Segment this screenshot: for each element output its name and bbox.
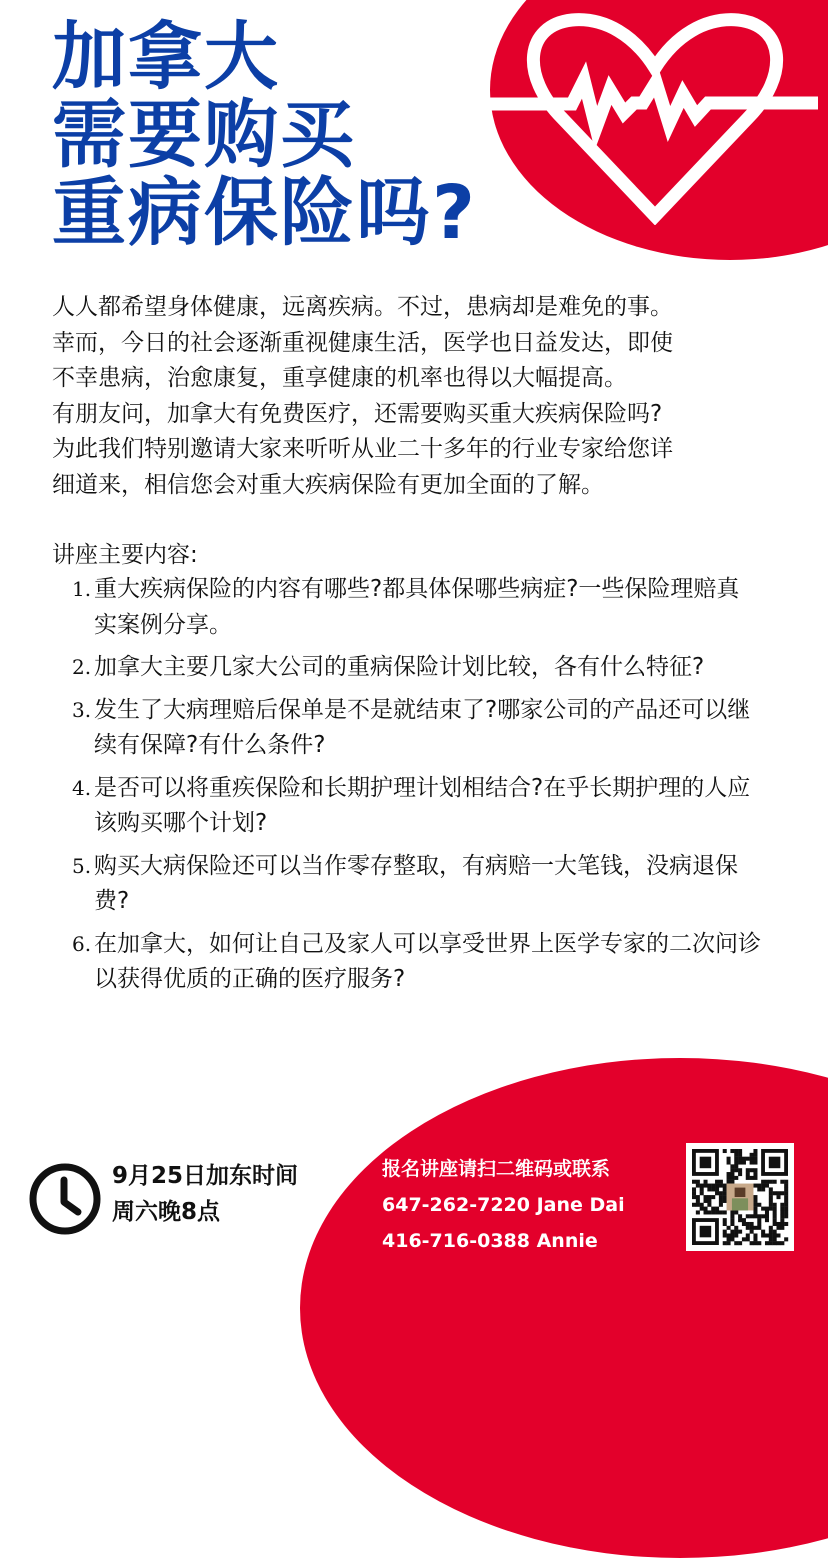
contact-phone-2[interactable]: 416-716-0388 Annie <box>382 1230 598 1252</box>
event-time <box>112 1158 298 1230</box>
item-number: 5. <box>72 853 92 878</box>
item-number: 4. <box>72 775 92 800</box>
list-item <box>72 572 762 643</box>
item-text: 是否可以将重疾保险和长期护理计划相结合?在乎长期护理的人应该购买哪个计划? <box>94 774 751 836</box>
event-hour: 周六晚8点 <box>112 1199 221 1225</box>
lecture-list <box>72 572 762 1005</box>
qr-code[interactable] <box>686 1143 794 1251</box>
list-item <box>72 927 762 998</box>
qr-code-image <box>686 1143 794 1251</box>
contact-phone-1[interactable]: 647-262-7220 Jane Dai <box>382 1194 625 1216</box>
intro-paragraph: 人人都希望身体健康，远离疾病。不过，患病却是难免的事。 幸而，今日的社会逐渐重视健康生活，医学也日益发达，即使 不幸患病，治愈康复，重享健康的机率也得以大幅提高。 有朋友问，加拿大有免费医疗，还需要购买重大疾病保险吗? 为此我们特别邀请大家来听听从业二十多年的行业专家给您详 细道来，相信您会对重大疾病保险有更加全面的了解。 <box>52 294 673 498</box>
item-number: 3. <box>72 697 92 722</box>
item-text: 发生了大病理赔后保单是不是就结束了?哪家公司的产品还可以继续有保障?有什么条件? <box>94 696 751 758</box>
list-item <box>72 650 762 686</box>
title-line-1: 加拿大 <box>52 14 280 100</box>
item-text: 在加拿大，如何让自己及家人可以享受世界上医学专家的二次问诊以获得优质的正确的医疗服务? <box>94 930 761 992</box>
item-text: 重大疾病保险的内容有哪些?都具体保哪些病症?一些保险理赔真实案例分享。 <box>94 576 740 638</box>
list-item <box>72 771 762 842</box>
contact-info <box>382 1151 625 1259</box>
heart-pulse-icon <box>480 10 828 225</box>
lecture-heading: 讲座主要内容: <box>52 542 198 568</box>
contact-heading: 报名讲座请扫二维码或联系 <box>382 1158 611 1180</box>
item-number: 6. <box>72 931 92 956</box>
item-text: 加拿大主要几家大公司的重病保险计划比较，各有什么特征? <box>94 654 705 680</box>
item-number: 1. <box>72 577 92 601</box>
title-line-2: 需要购买 <box>52 92 356 178</box>
page-title <box>52 14 477 256</box>
event-date: 9月25日加东时间 <box>112 1163 299 1189</box>
list-item <box>72 693 762 764</box>
title-line-3: 重病保险吗? <box>52 170 477 256</box>
item-number: 2. <box>72 655 92 679</box>
bottom-red-circle <box>300 1058 828 1558</box>
list-item <box>72 849 762 920</box>
clock-icon <box>28 1162 102 1236</box>
item-text: 购买大病保险还可以当作零存整取，有病赔一大笔钱，没病退保费? <box>94 852 738 914</box>
